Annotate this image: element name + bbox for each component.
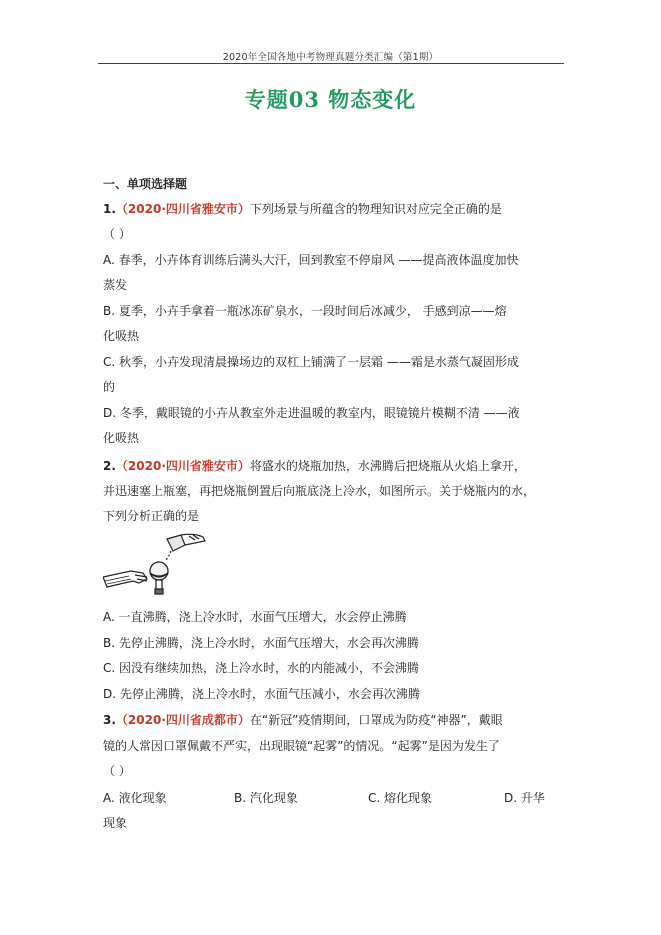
header-rule bbox=[98, 63, 564, 64]
option-c-cont: 的 bbox=[103, 380, 116, 394]
option-d: D. 先停止沸腾，浇上冷水时，水面气压减小，水会再次沸腾 bbox=[103, 687, 420, 701]
question-text: 将盛水的烧瓶加热，水沸腾后把烧瓶从火焰上拿开， bbox=[249, 459, 526, 473]
question-text: 下列分析正确的是 bbox=[103, 509, 200, 523]
question-number: 3. bbox=[103, 713, 116, 727]
option-c: C. 熔化现象 bbox=[368, 791, 433, 805]
question-text: 并迅速塞上瓶塞，再把烧瓶倒置后向瓶底浇上冷水，如图所示。关于烧瓶内的水， bbox=[103, 484, 536, 498]
option-b: B. 汽化现象 bbox=[234, 791, 298, 805]
option-a: A. 液化现象 bbox=[103, 791, 167, 805]
option-d-cont: 化吸热 bbox=[103, 431, 140, 445]
answer-blank: （ ） bbox=[103, 764, 131, 778]
question-1-stem bbox=[103, 200, 502, 217]
question-source: （2020·四川省成都市） bbox=[115, 713, 250, 727]
option-d: D. 升华 bbox=[504, 791, 545, 805]
document-title: 专题03 物态变化 bbox=[244, 87, 417, 112]
question-source: （2020·四川省雅安市） bbox=[115, 459, 250, 473]
option-a: A. 一直沸腾，浇上冷水时，水面气压增大，水会停止沸腾 bbox=[103, 610, 407, 624]
question-text: 下列场景与所蕴含的物理知识对应完全正确的是 bbox=[249, 202, 502, 216]
option-c: C. 秋季，小卉发现清晨操场边的双杠上铺满了一层霜 ——霜是水蒸气凝固形成 bbox=[103, 355, 519, 369]
hand-icon bbox=[103, 571, 147, 587]
option-a-cont: 蒸发 bbox=[103, 278, 128, 292]
option-a: A. 春季，小卉体育训练后满头大汗，回到教室不停扇风 ——提高液体温度加快 bbox=[103, 253, 519, 267]
question-number: 2. bbox=[103, 459, 116, 473]
option-c: C. 因没有继续加热，浇上冷水时，水的内能减小，不会沸腾 bbox=[103, 661, 420, 675]
question-2-stem bbox=[103, 457, 526, 474]
flask-icon bbox=[150, 562, 168, 594]
running-header: 2020年全国各地中考物理真题分类汇编（第1期） bbox=[222, 52, 439, 63]
option-b: B. 夏季，小卉手拿着一瓶冰冻矿泉水，一段时间后冰减少， 手感到凉——熔 bbox=[103, 304, 507, 318]
pouring-cup-icon bbox=[165, 534, 205, 561]
option-b: B. 先停止沸腾，浇上冷水时，水面气压增大，水会再次沸腾 bbox=[103, 636, 419, 650]
question-text: 在“新冠”疫情期间，口罩成为防疫“神器”，戴眼 bbox=[249, 713, 503, 727]
section-title: 一、单项选择题 bbox=[103, 177, 188, 191]
question-3-stem bbox=[103, 711, 503, 728]
question-text: 镜的人常因口罩佩戴不严实，出现眼镜“起雾”的情况。“起雾”是因为发生了 bbox=[103, 739, 500, 753]
option-b-cont: 化吸热 bbox=[103, 329, 140, 343]
question-number: 1. bbox=[103, 202, 116, 216]
option-d: D. 冬季，戴眼镜的小卉从教室外走进温暖的教室内，眼镜镜片模糊不清 ——液 bbox=[103, 406, 520, 420]
question-source: （2020·四川省雅安市） bbox=[115, 202, 250, 216]
answer-blank: （ ） bbox=[103, 227, 131, 241]
option-d-cont: 现象 bbox=[103, 816, 128, 830]
flask-illustration bbox=[103, 531, 209, 597]
